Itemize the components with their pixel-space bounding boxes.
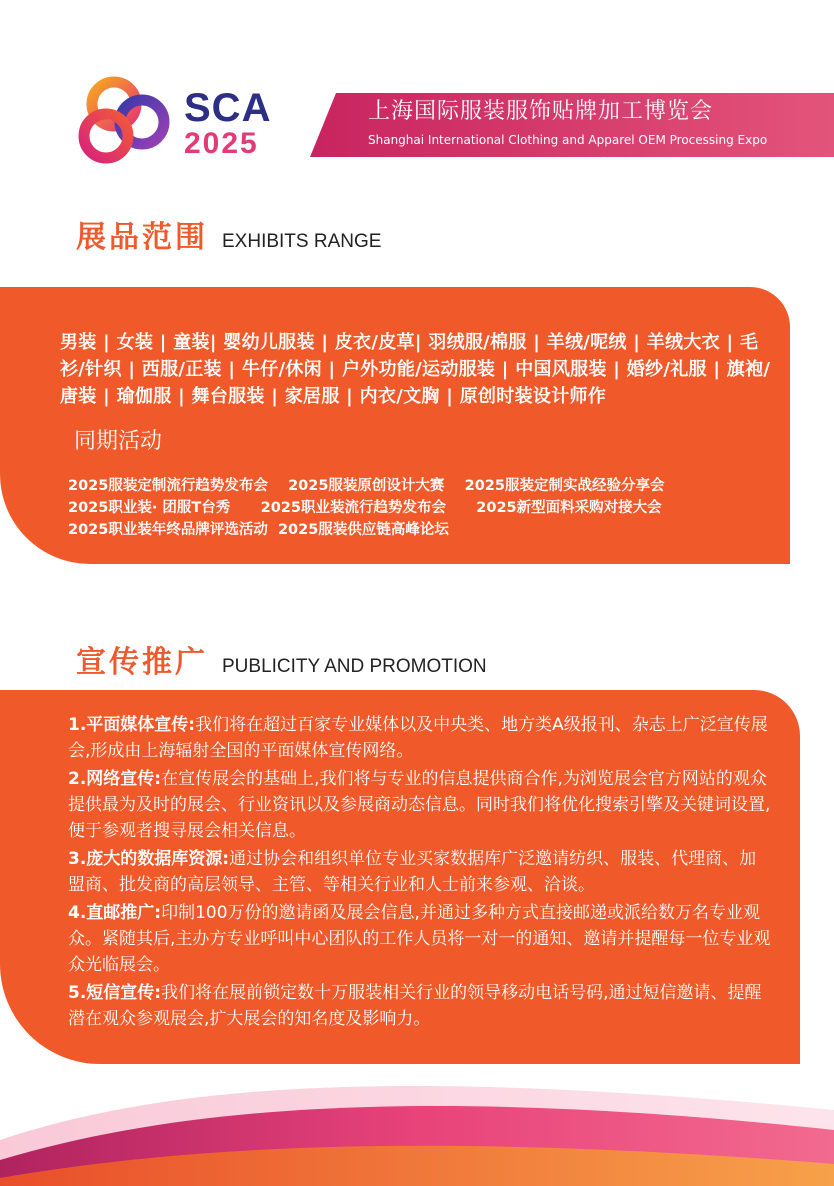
publicity-item-text: 印制100万份的邀请函及展会信息,并通过多种方式直接邮递或派给数万名专业观众。紧随其后,主办方专业呼叫中心团队的工作人员将一对一的通知、邀请并提醒每一位专业观众光临展会。 xyxy=(68,903,771,975)
publicity-item-text: 我们将在展前锁定数十万服装相关行业的领导移动电话号码,通过短信邀请、提醒潜在观众参观展会,扩大展会的知名度及影响力。 xyxy=(68,983,762,1029)
publicity-panel xyxy=(0,690,800,1064)
events-title: 同期活动 xyxy=(74,429,163,454)
event-item: 2025服装定制实战经验分享会 xyxy=(464,478,665,494)
publicity-item xyxy=(68,846,772,898)
exhibits-section-title xyxy=(76,212,381,256)
expo-title-banner xyxy=(310,93,834,157)
publicity-item-text: 我们将在超过百家专业媒体以及中央类、地方类A级报刊、杂志上广泛宣传展会,形成由上海辐射全国的平面媒体宣传网络。 xyxy=(68,715,768,761)
publicity-item xyxy=(68,766,772,844)
logo-year: 2025 xyxy=(184,127,259,160)
publicity-item xyxy=(68,712,772,764)
publicity-item-label: 3.庞大的数据库资源: xyxy=(68,849,230,869)
event-item: 2025职业装年终品牌评选活动 xyxy=(68,522,268,538)
event-item: 2025职业装· 团服T台秀 xyxy=(68,500,231,516)
publicity-item-label: 4.直邮推广: xyxy=(68,903,162,923)
event-item: 2025服装原创设计大赛 xyxy=(288,478,445,494)
expo-title-en: Shanghai International Clothing and Apparel OEM Processing Expo xyxy=(368,133,768,147)
publicity-item-label: 2.网络宣传: xyxy=(68,769,162,789)
publicity-section-title xyxy=(76,637,487,681)
event-item: 2025职业装流行趋势发布会 xyxy=(260,500,446,516)
publicity-list xyxy=(68,712,772,1034)
publicity-item-label: 1.平面媒体宣传: xyxy=(68,715,196,735)
logo-emblem-icon xyxy=(76,74,176,174)
exhibits-panel xyxy=(0,287,790,564)
publicity-item-text: 在宣传展会的基础上,我们将与专业的信息提供商合作,为浏览展会官方网站的观众提供最为及时的展会、行业资讯以及参展商动态信息。同时我们将优化搜索引擎及关键词设置,便于参观者搜寻展会相关信息。 xyxy=(68,769,771,841)
sca-logo xyxy=(76,74,276,174)
publicity-item xyxy=(68,900,772,978)
publicity-title-cn: 宣传推广 xyxy=(76,645,208,680)
logo-text: SCA xyxy=(184,86,272,130)
exhibits-list: 男装 | 女装 | 童装| 婴幼儿服装 | 皮衣/皮草| 羽绒服/棉服 | 羊绒/呢绒 | 羊绒大衣 | 毛衫/针织 | 西服/正装 | 牛仔/休闲 | 户外功能/运动服装 | 中国风服装 | 婚纱/礼服 | 旗袍/唐装 | 瑜伽服 | 舞台服装 | 家居服 | 内衣/文胸 | 原创时装设计师作 xyxy=(60,332,771,407)
bottom-wave-decoration xyxy=(0,1080,834,1186)
events-list xyxy=(68,475,768,541)
exhibits-title-cn: 展品范围 xyxy=(76,220,208,255)
publicity-item xyxy=(68,980,772,1032)
event-item: 2025新型面料采购对接大会 xyxy=(476,500,662,516)
publicity-item-label: 5.短信宣传: xyxy=(68,983,162,1003)
expo-title-cn: 上海国际服装服饰贴牌加工博览会 xyxy=(368,99,714,124)
exhibits-title-en: EXHIBITS RANGE xyxy=(222,231,382,252)
publicity-item-text: 通过协会和组织单位专业买家数据库广泛邀请纺织、服装、代理商、加盟商、批发商的高层领导、主管、等相关行业和人士前来参观、洽谈。 xyxy=(68,849,757,895)
publicity-title-en: PUBLICITY AND PROMOTION xyxy=(222,656,487,677)
event-item: 2025服装供应链高峰论坛 xyxy=(277,522,449,538)
event-item: 2025服装定制流行趋势发布会 xyxy=(68,478,268,494)
